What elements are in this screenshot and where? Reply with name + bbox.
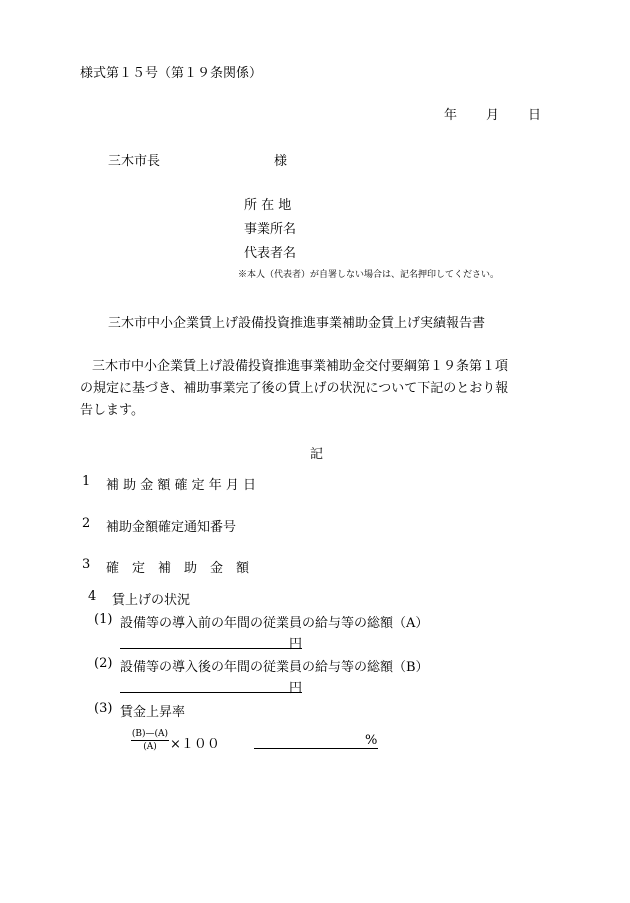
- item-3-number: 3: [82, 557, 91, 572]
- item-2-label: 補助金額確定通知番号: [106, 520, 237, 535]
- item-3-label: 確 定 補 助 金 額: [106, 561, 250, 576]
- fraction-bar: [131, 740, 169, 741]
- form-number: 様式第１５号（第１９条関係）: [80, 66, 263, 81]
- subitem-3-number: (3): [94, 701, 113, 716]
- subitem-3-label: 賃金上昇率: [120, 705, 186, 720]
- subitem-1-amount-line: [120, 648, 302, 649]
- ki-heading: 記: [310, 447, 324, 462]
- body-line-2: の規定に基づき、補助事業完了後の賃上げの状況について下記のとおり報: [80, 381, 509, 396]
- item-4-label: 賃上げの状況: [112, 593, 191, 608]
- subitem-2-label: 設備等の導入後の年間の従業員の給与等の総額（B）: [120, 660, 429, 675]
- item-1-number: 1: [82, 474, 91, 489]
- date-year-label: 年: [444, 108, 458, 123]
- formula-multiplier: ×１００: [170, 737, 220, 752]
- item-1-label: 補 助 金 額 確 定 年 月 日: [106, 478, 257, 493]
- office-name-label: 事業所名: [244, 222, 297, 237]
- addressee-name: 三木市長: [108, 154, 161, 169]
- addressee-honorific: 様: [274, 154, 288, 169]
- address-label: 所 在 地: [244, 198, 292, 213]
- rate-blank-line: [254, 748, 378, 749]
- body-line-1: 三木市中小企業賃上げ設備投資推進事業補助金交付要綱第１９条第１項: [92, 359, 509, 374]
- subitem-2-unit: 円: [289, 681, 303, 696]
- body-line-3: 告します。: [80, 403, 144, 418]
- rate-formula-fraction: [131, 729, 169, 752]
- subitem-2-number: (2): [94, 656, 113, 671]
- date-day-label: 日: [528, 108, 542, 123]
- rate-unit: %: [365, 733, 378, 748]
- subitem-1-unit: 円: [289, 637, 303, 652]
- representative-label: 代表者名: [244, 246, 297, 261]
- item-4-number: 4: [88, 589, 97, 604]
- formula-numerator: (B)—(A): [131, 729, 169, 739]
- formula-denominator: (A): [143, 742, 157, 752]
- subitem-1-number: (1): [94, 612, 113, 627]
- subitem-1-label: 設備等の導入前の年間の従業員の給与等の総額（A）: [120, 616, 429, 631]
- document-title: 三木市中小企業賃上げ設備投資推進事業補助金賃上げ実績報告書: [108, 316, 486, 331]
- signature-note: ※本人（代表者）が自署しない場合は、記名押印してください。: [238, 270, 500, 280]
- date-month-label: 月: [486, 108, 500, 123]
- subitem-2-amount-line: [120, 692, 302, 693]
- item-2-number: 2: [82, 516, 91, 531]
